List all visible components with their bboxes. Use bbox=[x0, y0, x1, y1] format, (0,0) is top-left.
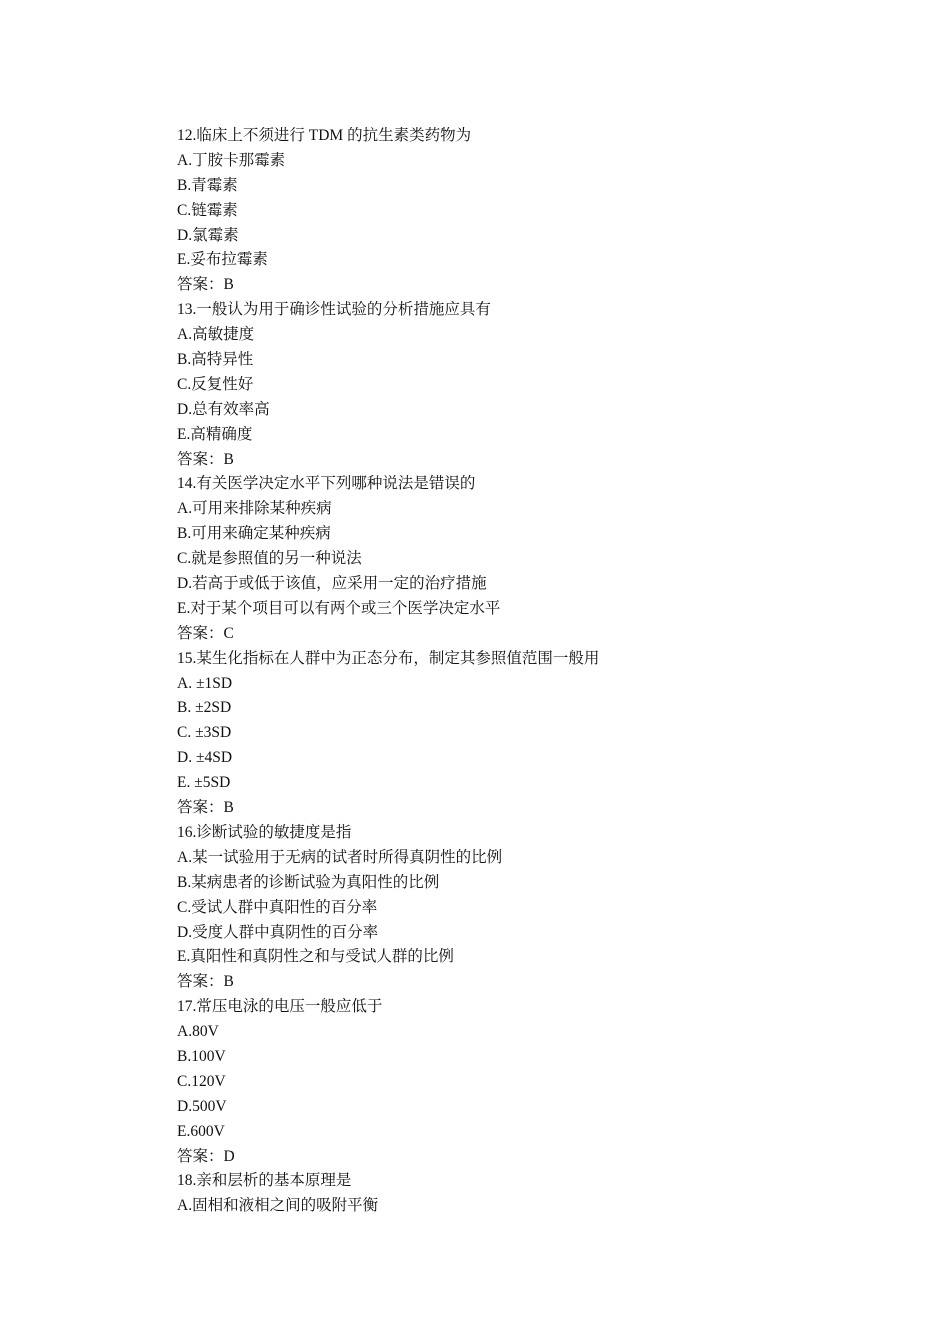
option-b: B. ±2SD bbox=[177, 699, 232, 717]
question-14 bbox=[177, 472, 877, 646]
option-c: C.反复性好 bbox=[177, 375, 254, 393]
option-d: D.受度人群中真阴性的百分率 bbox=[177, 923, 379, 941]
option-e: E. ±5SD bbox=[177, 774, 231, 792]
question-stem: 12.临床上不须进行 TDM 的抗生素类药物为 bbox=[177, 127, 472, 144]
option-c: C. ±3SD bbox=[177, 724, 232, 742]
question-stem: 16.诊断试验的敏捷度是指 bbox=[177, 823, 352, 841]
question-stem: 13.一般认为用于确诊性试验的分析措施应具有 bbox=[177, 301, 491, 319]
option-a: A.固相和液相之间的吸附平衡 bbox=[177, 1197, 379, 1215]
option-e: E.妥布拉霉素 bbox=[177, 251, 268, 269]
option-d: D.氯霉素 bbox=[177, 226, 239, 244]
option-a: A.某一试验用于无病的试者时所得真阴性的比例 bbox=[177, 848, 503, 866]
question-15 bbox=[177, 647, 877, 821]
option-b: B.100V bbox=[177, 1047, 226, 1065]
option-b: B.高特异性 bbox=[177, 351, 254, 369]
question-17 bbox=[177, 995, 877, 1169]
option-a: A. ±1SD bbox=[177, 674, 233, 692]
option-c: C.链霉素 bbox=[177, 201, 238, 219]
option-a: A.丁胺卡那霉素 bbox=[177, 151, 286, 169]
document-page bbox=[177, 124, 877, 1219]
question-stem: 14.有关医学决定水平下列哪种说法是错误的 bbox=[177, 475, 476, 493]
option-e: E.真阳性和真阴性之和与受试人群的比例 bbox=[177, 948, 454, 966]
option-a: A.可用来排除某种疾病 bbox=[177, 500, 332, 518]
option-d: D.总有效率高 bbox=[177, 400, 270, 418]
question-stem: 15.某生化指标在人群中为正态分布，制定其参照值范围一般用 bbox=[177, 649, 600, 667]
question-13 bbox=[177, 298, 877, 472]
option-a: A.高敏捷度 bbox=[177, 326, 255, 344]
option-d: D.500V bbox=[177, 1097, 227, 1115]
option-d: D. ±4SD bbox=[177, 749, 233, 767]
option-b: B.青霉素 bbox=[177, 176, 238, 194]
question-18 bbox=[177, 1169, 877, 1219]
option-c: C.受试人群中真阳性的百分率 bbox=[177, 898, 378, 916]
option-e: E.对于某个项目可以有两个或三个医学决定水平 bbox=[177, 599, 501, 617]
answer: 答案：B bbox=[177, 450, 234, 468]
option-b: B.某病患者的诊断试验为真阳性的比例 bbox=[177, 873, 440, 891]
option-c: C.就是参照值的另一种说法 bbox=[177, 550, 362, 568]
option-e: E.高精确度 bbox=[177, 425, 253, 443]
answer: 答案：C bbox=[177, 624, 234, 642]
answer: 答案：B bbox=[177, 973, 234, 991]
question-12 bbox=[177, 124, 877, 298]
option-d: D.若高于或低于该值，应采用一定的治疗措施 bbox=[177, 575, 487, 593]
option-b: B.可用来确定某种疾病 bbox=[177, 525, 331, 543]
option-c: C.120V bbox=[177, 1072, 226, 1090]
answer: 答案：B bbox=[177, 276, 234, 294]
question-stem: 17.常压电泳的电压一般应低于 bbox=[177, 998, 383, 1016]
question-stem: 18.亲和层析的基本原理是 bbox=[177, 1172, 352, 1190]
option-e: E.600V bbox=[177, 1122, 225, 1140]
answer: 答案：B bbox=[177, 799, 234, 817]
answer: 答案：D bbox=[177, 1147, 235, 1165]
question-16 bbox=[177, 821, 877, 995]
option-a: A.80V bbox=[177, 1023, 219, 1041]
